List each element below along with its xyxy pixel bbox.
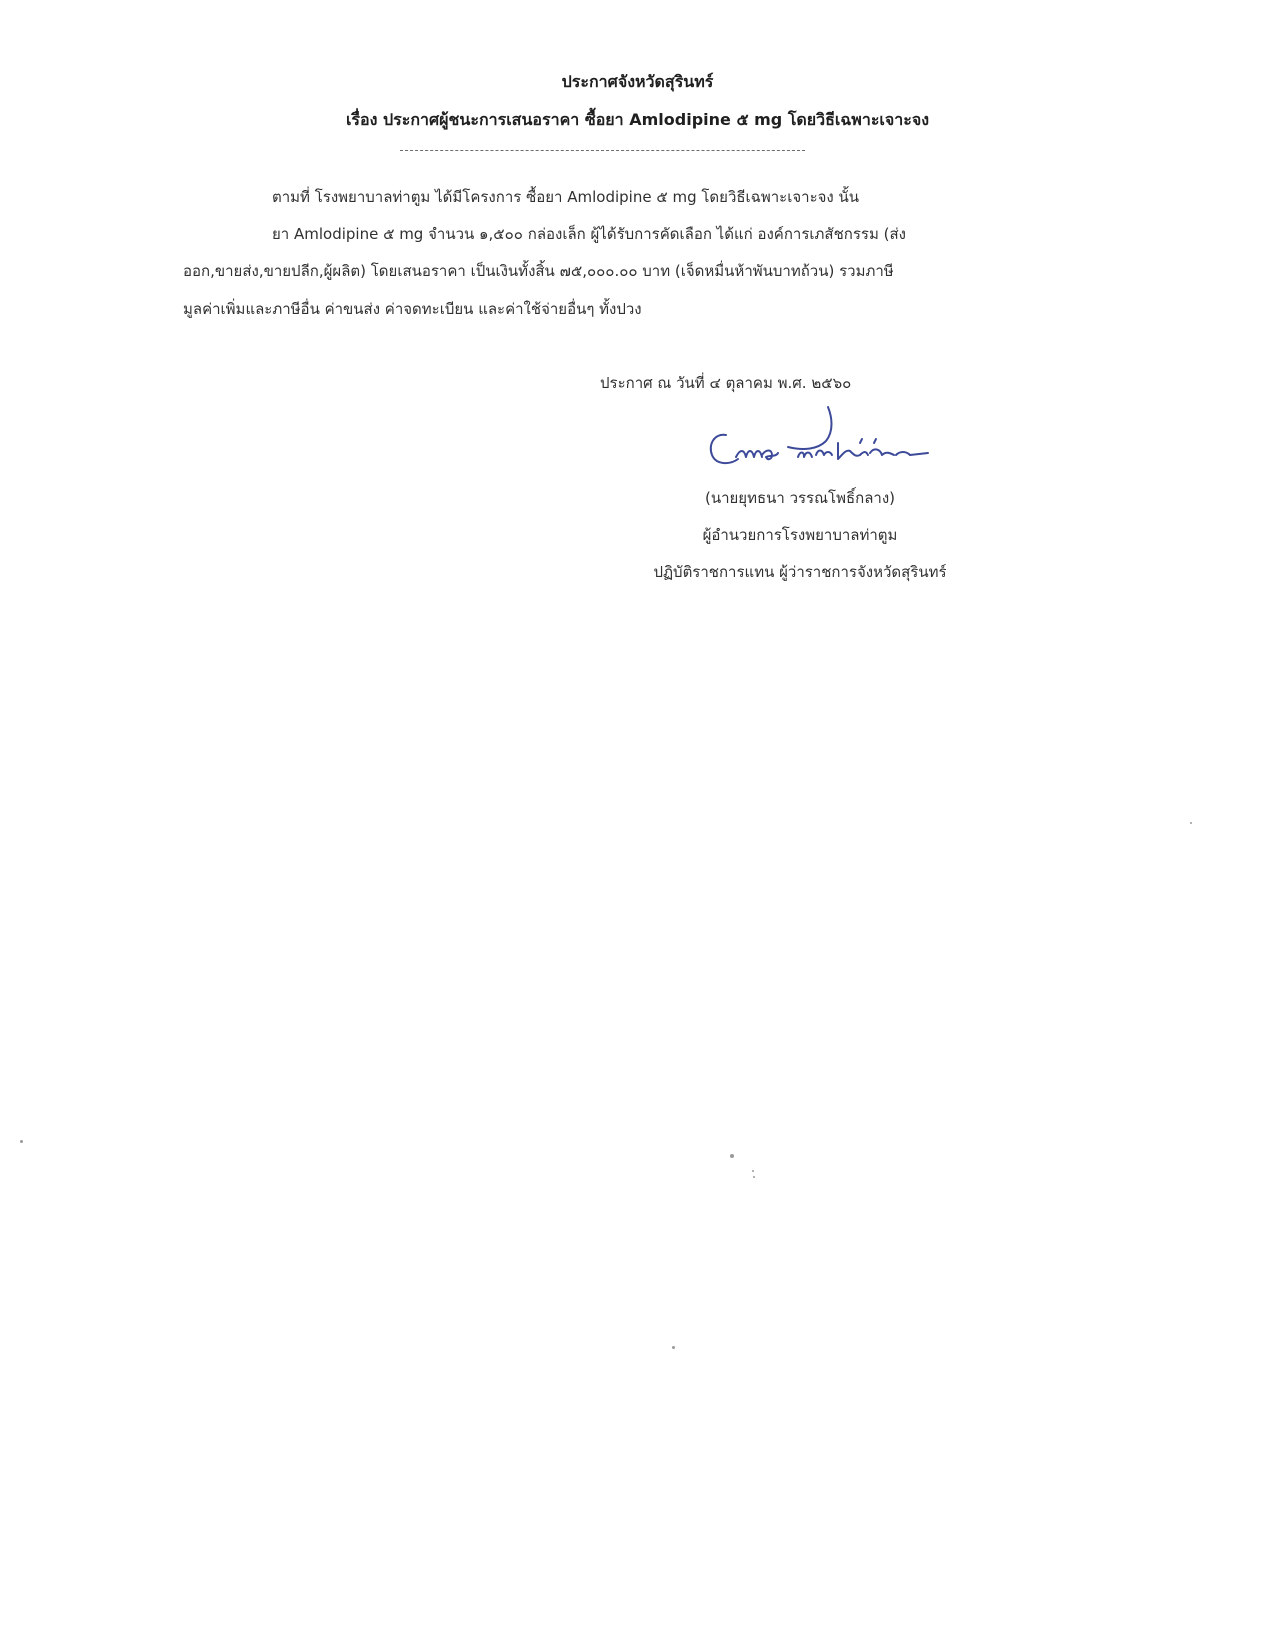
body-line-1: ตามที่ โรงพยาบาลท่าตูม ได้มีโครงการ ซื้อยา Amlodipine ๕ mg โดยวิธีเฉพาะเจาะจง นั้น <box>272 188 860 206</box>
signer-name: (นายยุทธนา วรรณโพธิ์กลาง) <box>704 489 896 507</box>
body-line-2: ยา Amlodipine ๕ mg จำนวน ๑,๕๐๐ กล่องเล็ก ผู้ได้รับการคัดเลือก ได้แก่ องค์การเภสัชกรรม (ส่ง <box>272 225 906 243</box>
scan-speck <box>20 1140 23 1143</box>
scan-speck <box>752 1170 754 1172</box>
announce-date: ประกาศ ณ วันที่ ๔ ตุลาคม พ.ศ. ๒๕๖๐ <box>600 374 852 392</box>
handwritten-signature <box>700 405 940 490</box>
scan-speck <box>753 1176 755 1178</box>
signer-position: ผู้อำนวยการโรงพยาบาลท่าตูม <box>702 526 898 544</box>
document-subject: เรื่อง ประกาศผู้ชนะการเสนอราคา ซื้อยา Amlodipine ๕ mg โดยวิธีเฉพาะเจาะจง <box>345 110 930 129</box>
scan-speck <box>1190 822 1192 824</box>
signature-block <box>580 480 1020 591</box>
document-title: ประกาศจังหวัดสุรินทร์ <box>561 72 714 91</box>
body-line-4: มูลค่าเพิ่มและภาษีอื่น ค่าขนส่ง ค่าจดทะเบียน และค่าใช้จ่ายอื่นๆ ทั้งปวง <box>183 300 642 318</box>
signer-acting-title: ปฏิบัติราชการแทน ผู้ว่าราชการจังหวัดสุรินทร์ <box>653 563 947 581</box>
title-divider <box>400 150 805 151</box>
body-line-3: ออก,ขายส่ง,ขายปลีก,ผู้ผลิต) โดยเสนอราคา เป็นเงินทั้งสิ้น ๗๕,๐๐๐.๐๐ บาท (เจ็ดหมื่นห้าพันบาทถ้วน) รวมภาษี <box>183 262 894 280</box>
scan-speck <box>730 1154 734 1158</box>
scan-speck <box>672 1346 675 1349</box>
